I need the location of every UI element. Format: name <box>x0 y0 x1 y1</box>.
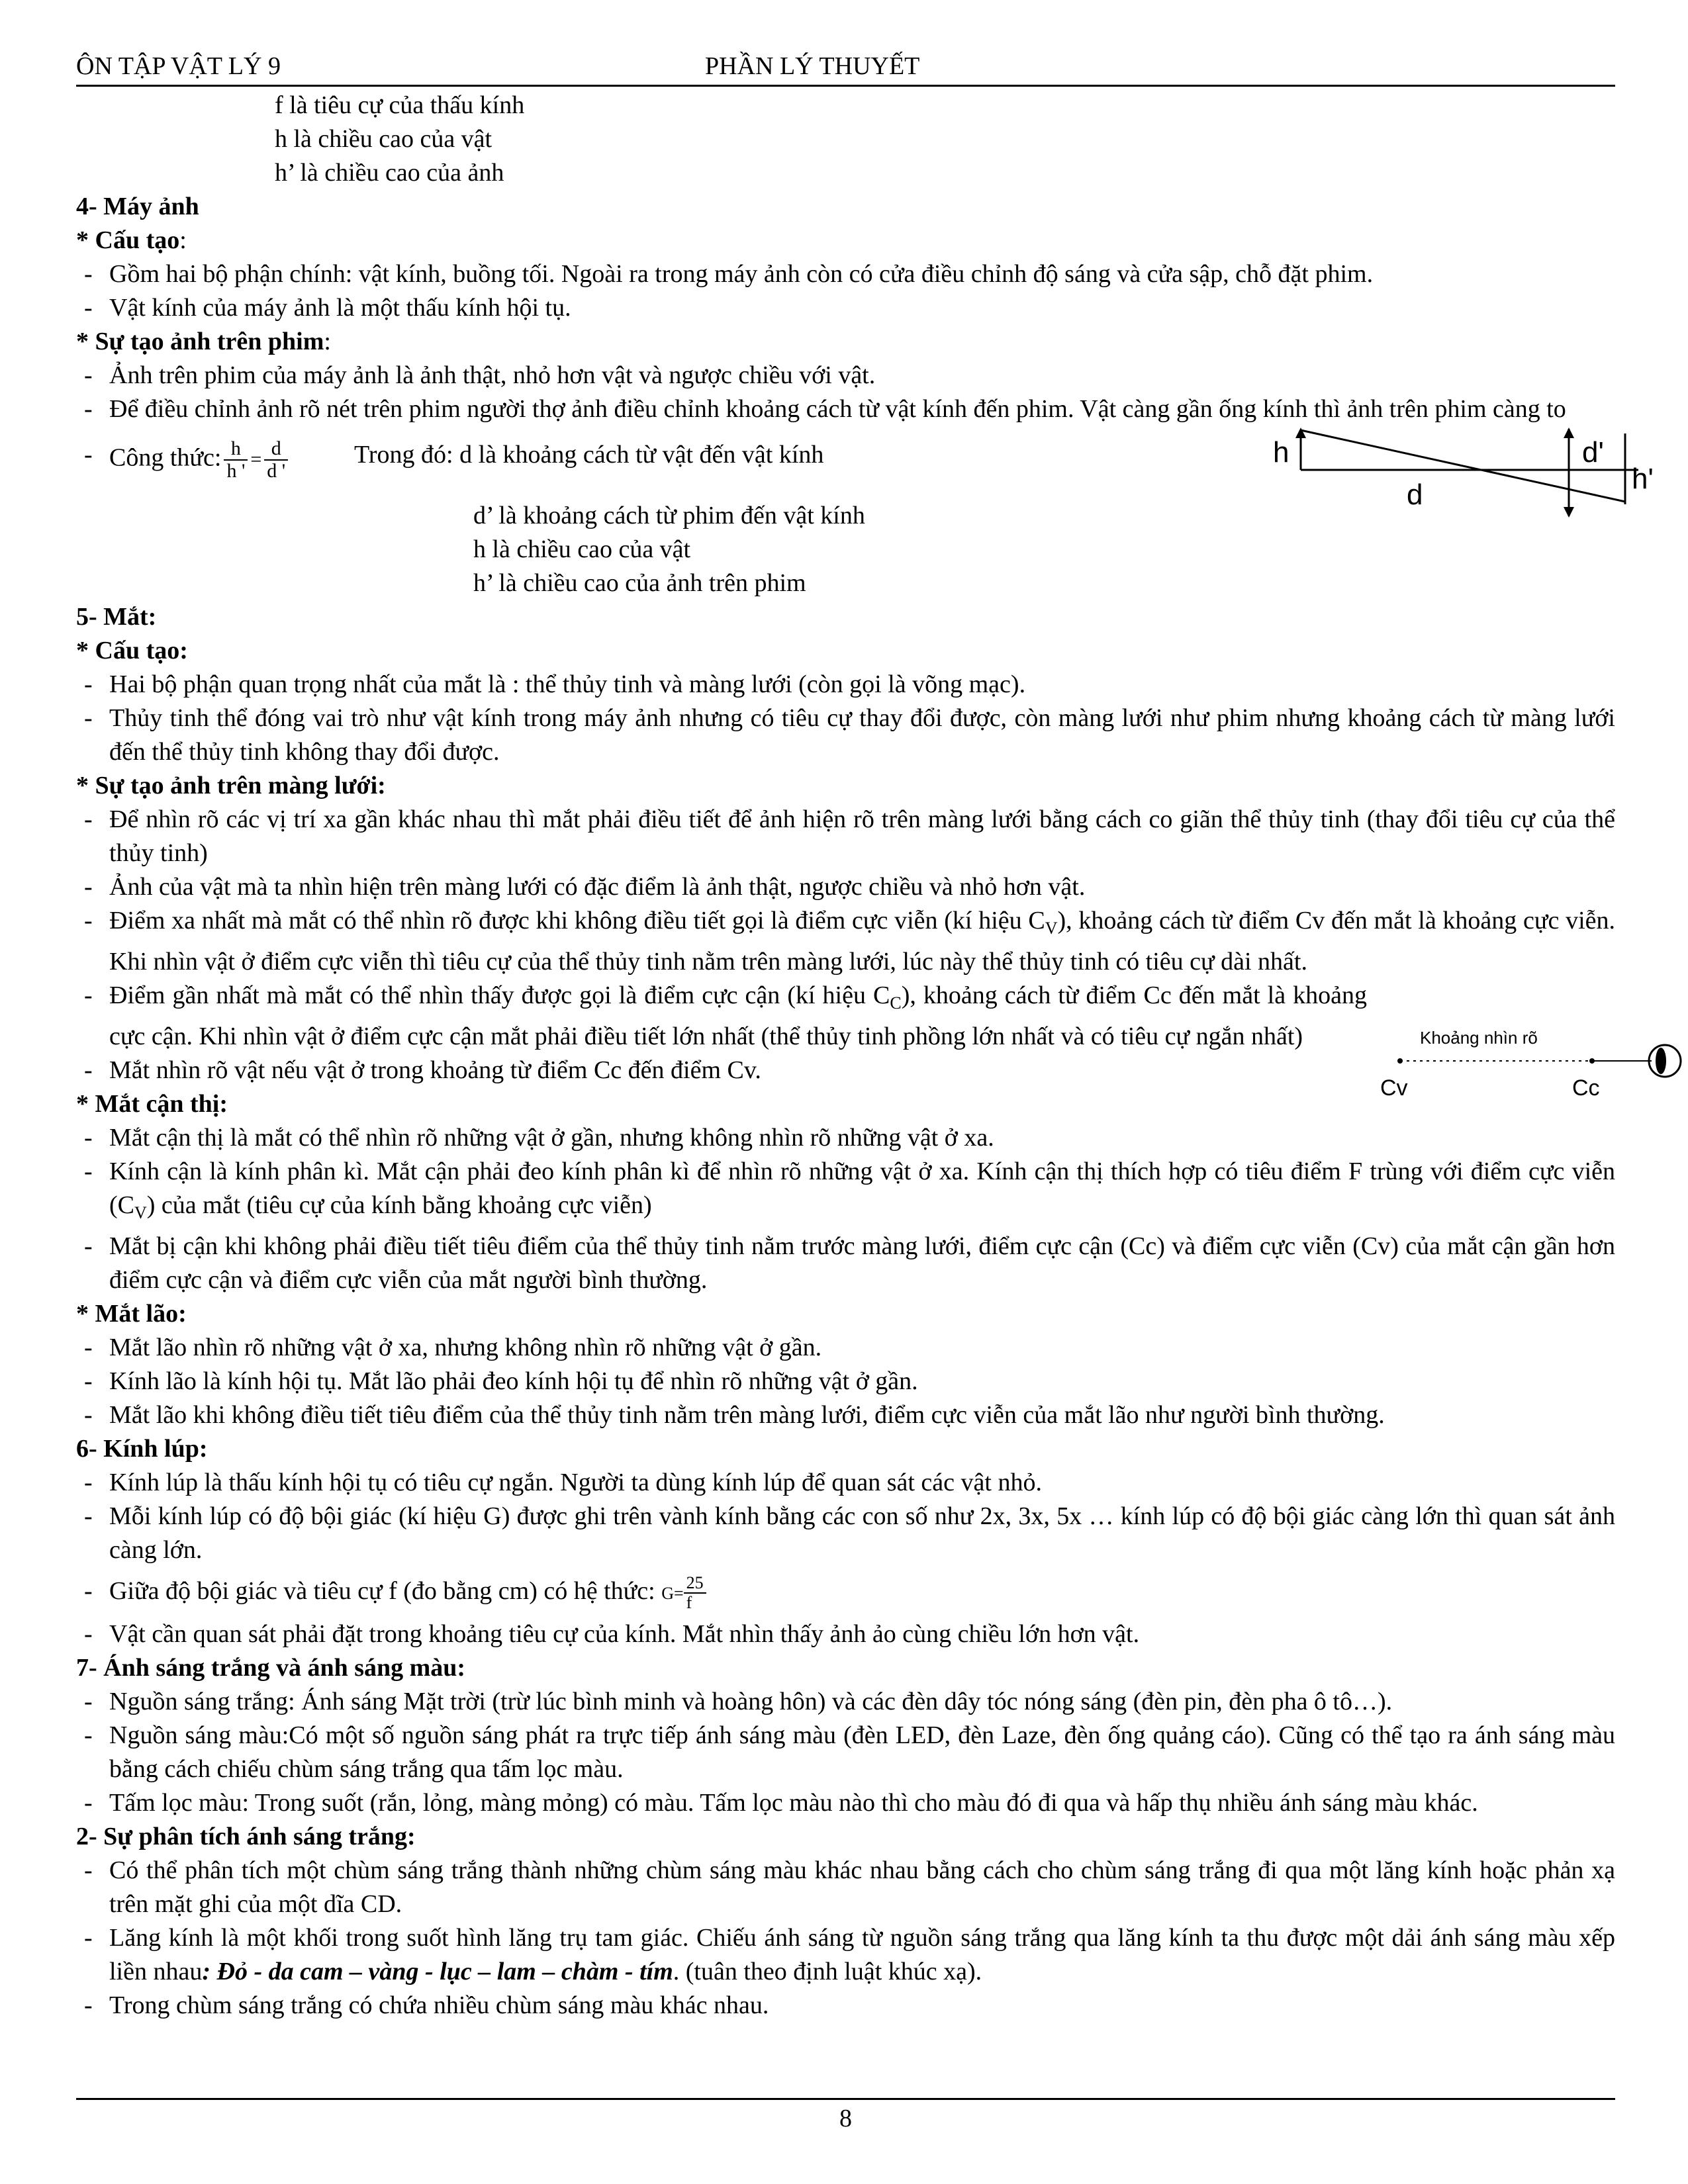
header-left: ÔN TẬP VẬT LÝ 9 <box>76 52 281 80</box>
def-line: h là chiều cao của vật <box>473 535 691 563</box>
list-item: - Lăng kính là một khối trong suốt hình lăng trụ tam giác. Chiếu ánh sáng từ nguồn sáng trắng qua lăng kính ta thu được một dải ánh sáng màu xếp liền nhau: Đỏ - da cam – vàng - lục – lam – chàm - tím. (tuân theo định luật khúc xạ). <box>84 1924 1615 1985</box>
list-item: - Tấm lọc màu: Trong suốt (rắn, lỏng, màng mỏng) có màu. Tấm lọc màu nào thì cho màu đó đi qua và hấp thụ nhiều ánh sáng màu khác. <box>84 1789 1478 1817</box>
list-item: - Ảnh trên phim của máy ảnh là ảnh thật, nhỏ hơn vật và ngược chiều với vật. <box>84 361 876 389</box>
intro-line: h là chiều cao của vật <box>275 125 492 153</box>
subsection-title: * Mắt cận thị: <box>76 1090 228 1118</box>
object-arrowhead <box>1295 428 1306 438</box>
label-d-prime: d' <box>1582 436 1604 469</box>
list-item: - Mắt lão nhìn rõ những vật ở xa, nhưng không nhìn rõ những vật ở gần. <box>84 1334 822 1361</box>
page-number: 8 <box>839 2105 852 2132</box>
label-cc: Cc <box>1572 1075 1600 1101</box>
list-item: - Kính lúp là thấu kính hội tụ có tiêu cự ngắn. Người ta dùng kính lúp để quan sát các vật nhỏ. <box>84 1469 1042 1496</box>
camera-ray-diagram <box>1268 424 1688 543</box>
colon: : <box>179 226 187 254</box>
colon: : <box>324 328 331 355</box>
section-title: 7- Ánh sáng trắng và ánh sáng màu: <box>76 1654 466 1682</box>
page-header <box>76 48 1615 87</box>
label-range: Khoảng nhìn rõ <box>1420 1029 1538 1048</box>
label-cv: Cv <box>1380 1075 1408 1101</box>
list-item: - Trong chùm sáng trắng có chứa nhiều chùm sáng màu khác nhau. <box>84 1991 769 2019</box>
list-item: - Mắt nhìn rõ vật nếu vật ở trong khoảng từ điểm Cc đến điểm Cv. <box>84 1056 761 1084</box>
fraction: $\frac{d}{d '}$ <box>264 438 288 482</box>
formula-row: - Công thức: $\frac{h}{h '}$ = $\frac{d}{d '}$ Trong đó: d là khoảng cách từ vật đến vật kính <box>84 437 824 482</box>
lens-arrowhead-top <box>1564 428 1574 438</box>
section-title: 4- Máy ảnh <box>76 193 199 220</box>
point-cc <box>1589 1058 1595 1064</box>
list-item: - Mỗi kính lúp có độ bội giác (kí hiệu G) được ghi trên vành kính bằng các con số như 2x, 3x, 5x … kính lúp có độ bội giác càng lớn thì quan sát ảnh càng lớn. <box>84 1502 1615 1564</box>
def-line: d’ là khoảng cách từ phim đến vật kính <box>473 502 865 529</box>
list-item: - Nguồn sáng màu:Có một số nguồn sáng phát ra trực tiếp ánh sáng màu (đèn LED, đèn Laze, đèn ống quảng cáo). Cũng có thể tạo ra ánh sáng màu bằng cách chiếu chùm sáng trắng qua tấm lọc màu. <box>84 1721 1615 1783</box>
section-title: 2- Sự phân tích ánh sáng trắng: <box>76 1823 416 1850</box>
subsection-title: * Cấu tạo <box>76 226 180 254</box>
subsection-title: * Mắt lão: <box>76 1300 187 1328</box>
list-item: - Điểm gần nhất mà mắt có thể nhìn thấy được gọi là điểm cực cận (kí hiệu $C_C$), khoảng cách từ điểm Cc đến mắt là khoảng cực cận. Khi nhìn vật ở điểm cực cận mắt phải điều tiết lớn nhất (thể thủy tinh phồng lớn nhất và có tiêu cự ngắn nhất) <box>84 981 1367 1050</box>
list-item: - Có thể phân tích một chùm sáng trắng thành những chùm sáng màu khác nhau bằng cách cho chùm sáng trắng đi qua một lăng kính hoặc phản xạ trên mặt ghi của một dĩa CD. <box>84 1856 1615 1918</box>
label-h-prime: h' <box>1632 463 1654 495</box>
ray <box>1301 430 1625 502</box>
fraction: $\frac{25}{f}$ <box>684 1574 706 1612</box>
section-title: 5- Mắt: <box>76 603 157 631</box>
list-item: - Để điều chỉnh ảnh rõ nét trên phim người thợ ảnh điều chỉnh khoảng cách từ vật kính đến phim. Vật càng gần ống kính thì ảnh trên phim càng to <box>84 395 1566 423</box>
lens-arrowhead-bottom <box>1564 507 1574 518</box>
subsection-title: * Sự tạo ảnh trên phim <box>76 328 324 355</box>
point-cv <box>1397 1058 1403 1064</box>
list-item: - Mắt lão khi không điều tiết tiêu điểm của thể thủy tinh nằm trên màng lưới, điểm cực viễn của mắt lão như người bình thường. <box>84 1401 1385 1429</box>
label-d: d <box>1407 478 1423 511</box>
formula-def: Trong đó: d là khoảng cách từ vật đến vật kính <box>354 441 824 469</box>
list-item: - Mắt bị cận khi không phải điều tiết tiêu điểm của thể thủy tinh nằm trước màng lưới, điểm cực cận (Cc) và điểm cực viễn (Cv) của mắt cận gần hơn điểm cực cận và điểm cực viễn của mắt người bình thường. <box>84 1232 1615 1294</box>
eye-lens <box>1656 1048 1666 1074</box>
section-title: 6- Kính lúp: <box>76 1435 208 1463</box>
subsection-title: * Sự tạo ảnh trên màng lưới: <box>76 772 386 799</box>
eye-range-diagram <box>1374 1029 1688 1115</box>
formula-g: G= <box>661 1584 684 1603</box>
list-item: - Thủy tinh thể đóng vai trò như vật kính trong máy ảnh nhưng có tiêu cự thay đổi được, còn màng lưới như phim nhưng khoảng cách từ màng lưới đến thể thủy tinh không thay đổi được. <box>84 704 1615 766</box>
list-item: - Nguồn sáng trắng: Ánh sáng Mặt trời (trừ lúc bình minh và hoàng hôn) và các đèn dây tóc nóng sáng (đèn pin, đèn pha ô tô…). <box>84 1688 1393 1715</box>
page-footer <box>76 2098 1615 2137</box>
fraction: $\frac{h}{h '}$ <box>224 438 248 482</box>
intro-line: f là tiêu cự của thấu kính <box>275 91 525 119</box>
list-item: - Kính lão là kính hội tụ. Mắt lão phải đeo kính hội tụ để nhìn rõ những vật ở gần. <box>84 1367 918 1395</box>
label-h: h <box>1273 436 1289 469</box>
list-item: - Hai bộ phận quan trọng nhất của mắt là : thể thủy tinh và màng lưới (còn gọi là võng mạc). <box>84 670 1026 698</box>
def-line: h’ là chiều cao của ảnh trên phim <box>473 569 806 597</box>
intro-line: h’ là chiều cao của ảnh <box>275 159 504 187</box>
list-item: - Ảnh của vật mà ta nhìn hiện trên màng lưới có đặc điểm là ảnh thật, ngược chiều và nhỏ hơn vật. <box>84 873 1086 901</box>
subsection-title: * Cấu tạo: <box>76 637 188 664</box>
list-item: - Mắt cận thị là mắt có thể nhìn rõ những vật ở gần, nhưng không nhìn rõ những vật ở xa. <box>84 1124 994 1152</box>
header-center: PHẦN LÝ THUYẾT <box>705 52 920 80</box>
list-item: - Điểm xa nhất mà mắt có thể nhìn rõ được khi không điều tiết gọi là điểm cực viễn (kí hiệu $C_V$), khoảng cách từ điểm Cv đến mắt là khoảng cực viễn. Khi nhìn vật ở điểm cực viễn thì tiêu cự của thể thủy tinh nằm trên màng lưới, lúc này thể thủy tinh có tiêu cự dài nhất. <box>84 907 1615 976</box>
list-item: - Kính cận là kính phân kì. Mắt cận phải đeo kính phân kì để nhìn rõ những vật ở xa. Kính cận thị thích hợp có tiêu điểm F trùng với điểm cực viễn $(C_V)$ của mắt (tiêu cự của kính bằng khoảng cực viễn) <box>84 1158 1615 1222</box>
list-item: - Vật kính của máy ảnh là một thấu kính hội tụ. <box>84 294 571 322</box>
list-item: - Giữa độ bội giác và tiêu cự f (đo bằng cm) có hệ thức: G= $\frac{25}{f}$ <box>76 1567 1615 1617</box>
list-item: - Vật cần quan sát phải đặt trong khoảng tiêu cự của kính. Mắt nhìn thấy ảnh ảo cùng chiều lớn hơn vật. <box>84 1620 1140 1648</box>
list-item: - Để nhìn rõ các vị trí xa gần khác nhau thì mắt phải điều tiết để ảnh hiện rõ trên màng lưới bằng cách co giãn thể thủy tinh (thay đổi tiêu cự của thể thủy tinh) <box>84 805 1615 867</box>
document-page <box>76 40 1654 2171</box>
formula-label: Công thức: $\frac{h}{h '}$ = $\frac{d}{d '}$ <box>109 438 291 482</box>
list-item: - Gồm hai bộ phận chính: vật kính, buồng tối. Ngoài ra trong máy ảnh còn có cửa điều chỉnh độ sáng và cửa sập, chỗ đặt phim. <box>84 260 1374 288</box>
